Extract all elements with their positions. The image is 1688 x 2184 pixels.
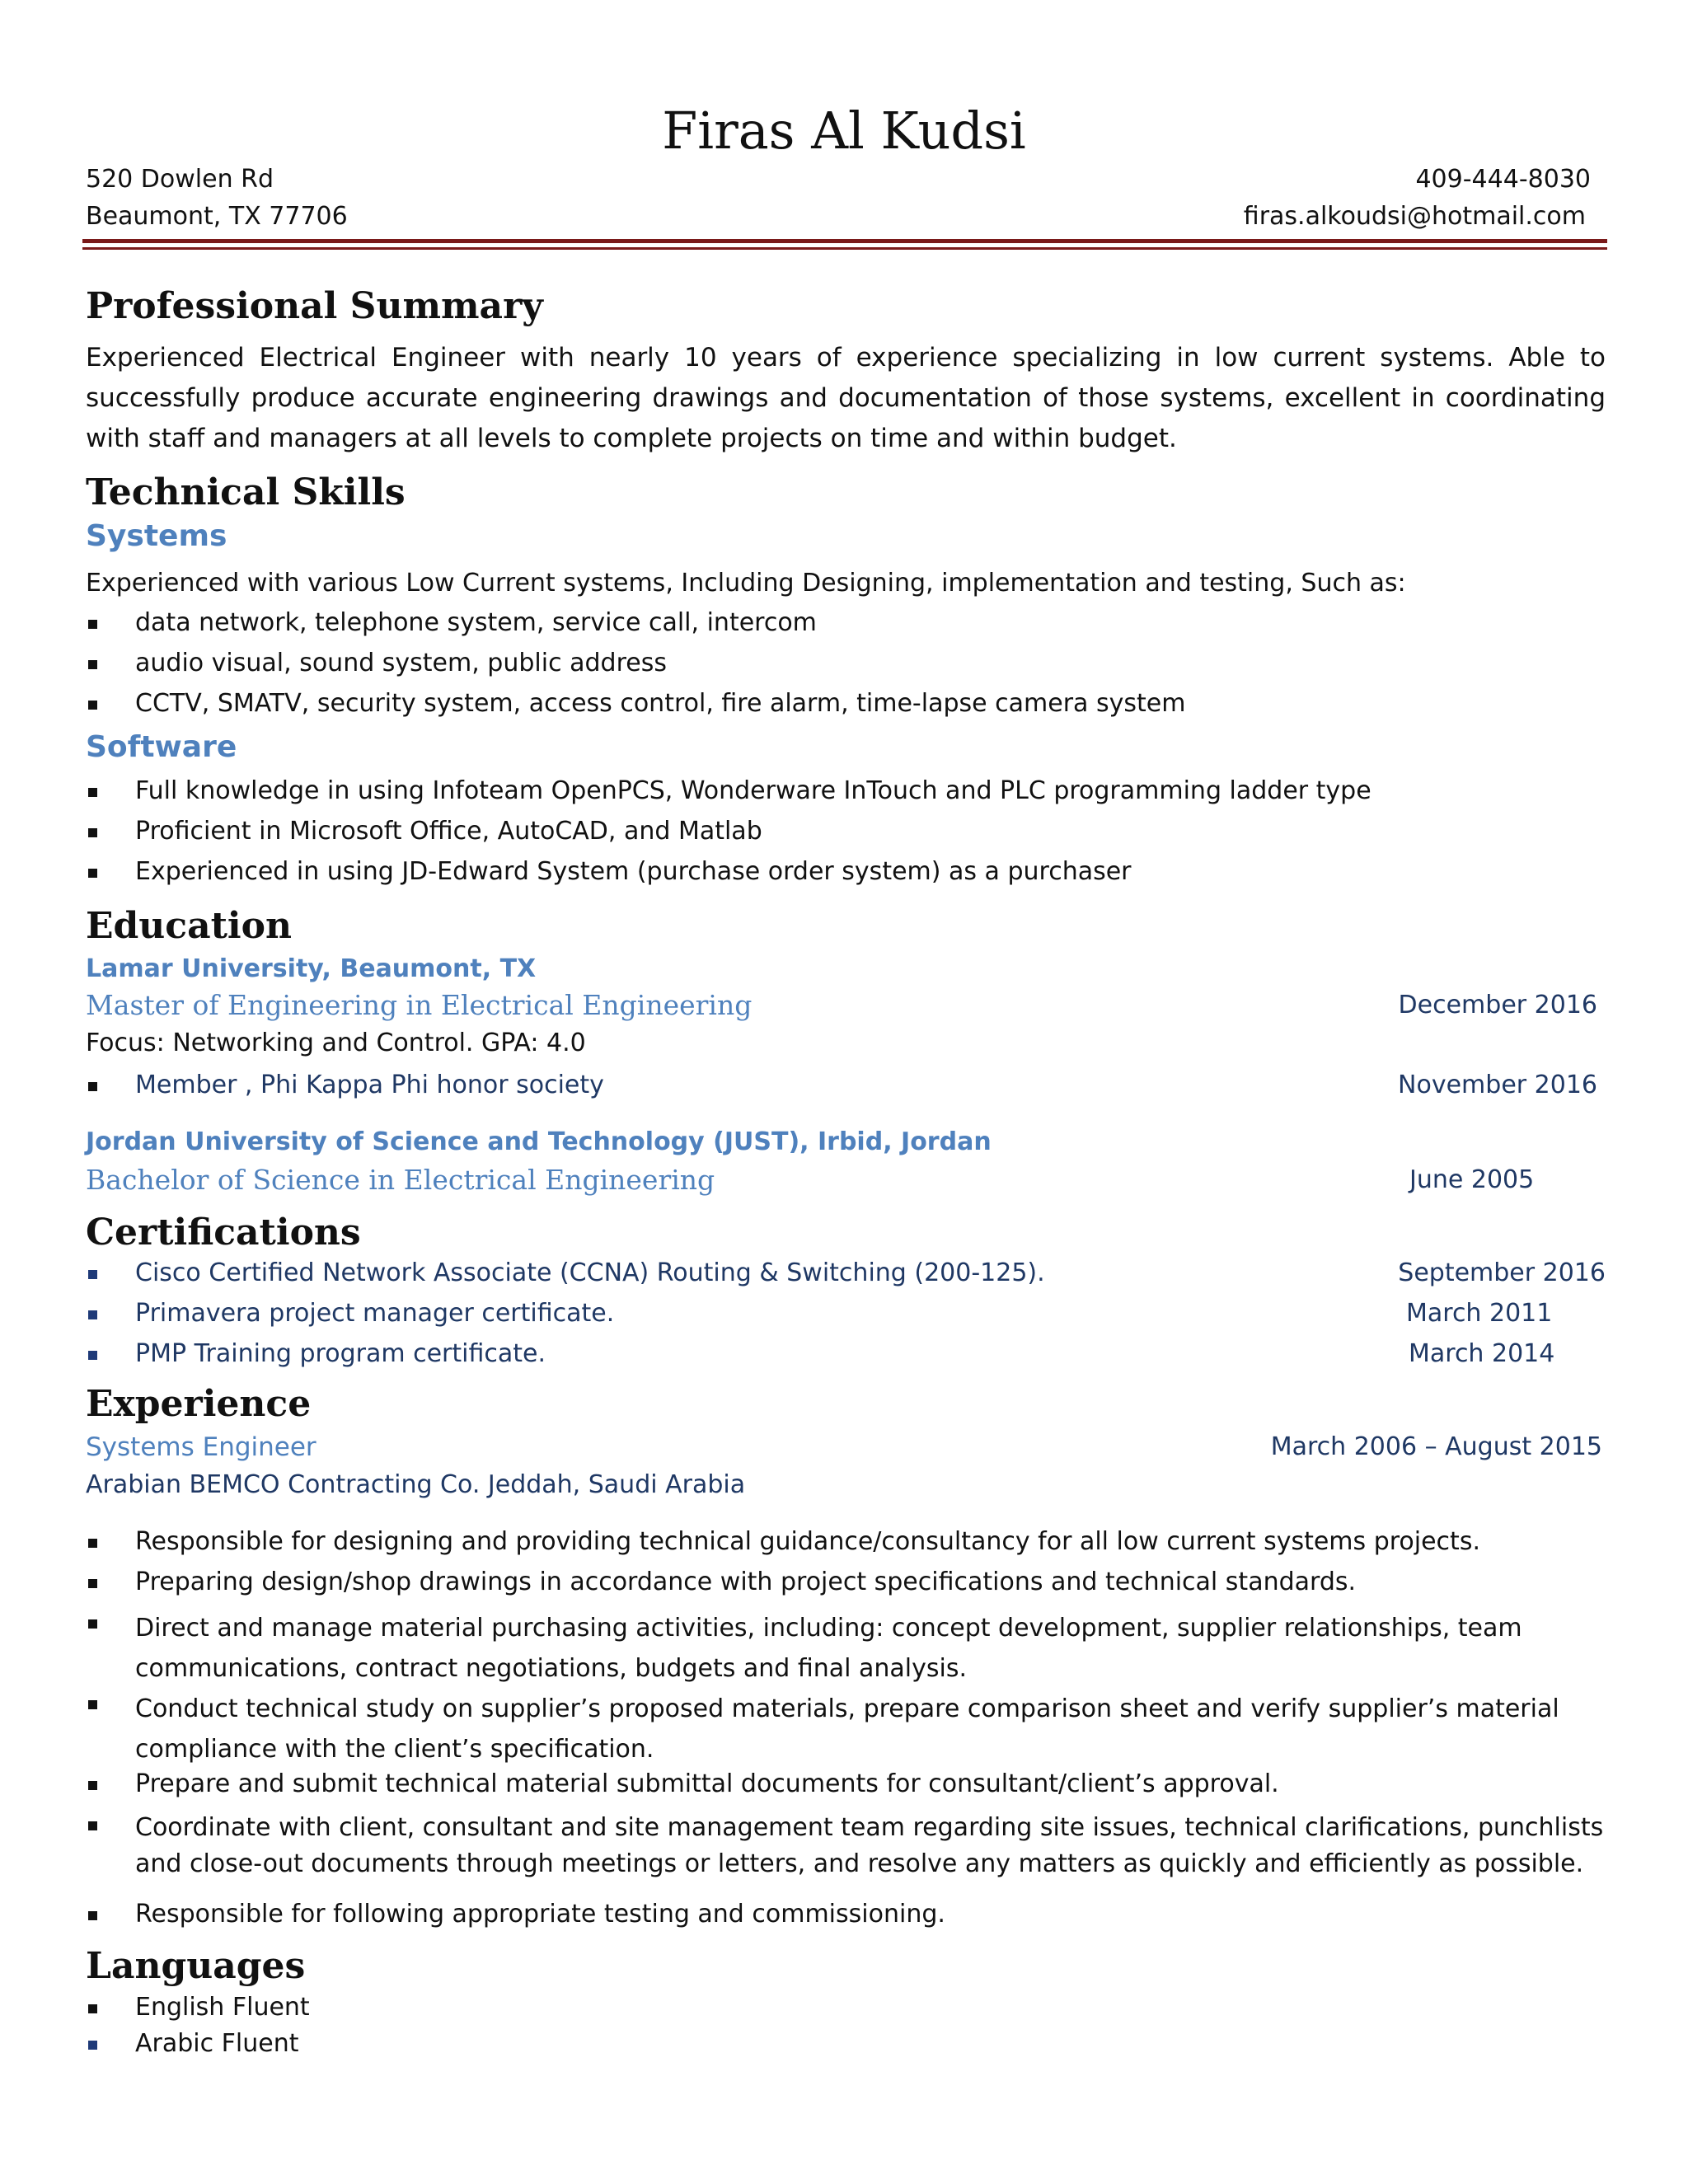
certification-date: March 2014 (1409, 1339, 1555, 1368)
software-item: Proficient in Microsoft Office, AutoCAD, and Matlab (135, 817, 762, 846)
certification-item: Primavera project manager certificate. (135, 1299, 615, 1328)
certification-item: Cisco Certified Network Associate (CCNA) Routing & Switching (200-125). (135, 1258, 1045, 1287)
candidate-name: Firas Al Kudsi (662, 101, 1026, 161)
email-address: firas.alkoudsi@hotmail.com (1243, 202, 1586, 231)
bullet-icon (88, 660, 97, 669)
degree-title: Master of Engineering in Electrical Engineering (86, 989, 753, 1021)
bullet-icon (88, 1270, 97, 1279)
company-name: Arabian BEMCO Contracting Co. Jeddah, Saudi Arabia (86, 1470, 746, 1499)
degree-date: December 2016 (1398, 991, 1597, 1019)
systems-item: CCTV, SMATV, security system, access control, fire alarm, time-lapse camera system (135, 689, 1186, 718)
honor-date: November 2016 (1398, 1071, 1597, 1099)
skills-heading: Technical Skills (86, 471, 406, 513)
certification-date: March 2011 (1406, 1299, 1553, 1328)
honor-society: Member , Phi Kappa Phi honor society (135, 1071, 604, 1099)
bullet-icon (88, 620, 97, 629)
certification-date: September 2016 (1398, 1258, 1606, 1287)
experience-heading: Experience (86, 1383, 312, 1425)
language-item: English Fluent (135, 1993, 310, 2022)
language-item: Arabic Fluent (135, 2029, 299, 2058)
summary-text: Experienced Electrical Engineer with nearly 10 years of experience specializing in low current systems. Able to successfully produce accurate engineering drawings and documentation of those systems, excellent in coordinating with staff and managers at all levels to complete projects on time and within budget. (86, 343, 1606, 453)
bullet-icon (88, 2041, 97, 2050)
bullet-icon (88, 1911, 97, 1920)
experience-item: Prepare and submit technical material submittal documents for consultant/client’s approval. (135, 1769, 1279, 1798)
bullet-icon (88, 869, 97, 878)
job-dates: March 2006 – August 2015 (1270, 1432, 1602, 1461)
bullet-icon (88, 1821, 97, 1830)
bullet-icon (88, 701, 97, 710)
bullet-icon (88, 1310, 97, 1319)
bullet-icon (88, 1619, 97, 1629)
address-line-1: 520 Dowlen Rd (86, 165, 274, 194)
experience-item: Preparing design/shop drawings in accordance with project specifications and technical standards. (135, 1568, 1357, 1596)
education-heading: Education (86, 905, 292, 947)
experience-item: Coordinate with client, consultant and site management team regarding site issues, technical clarifications, punchlists and close-out documents through meetings or letters, and resolve any matters as quickly and efficiently as possible. (135, 1813, 1604, 1878)
certification-item: PMP Training program certificate. (135, 1339, 546, 1368)
summary-heading: Professional Summary (86, 285, 543, 327)
certifications-heading: Certifications (86, 1212, 361, 1254)
bullet-icon (88, 1579, 97, 1588)
job-title: Systems Engineer (86, 1432, 316, 1462)
degree-focus: Focus: Networking and Control. GPA: 4.0 (86, 1029, 586, 1057)
school-name: Jordan University of Science and Technology (JUST), Irbid, Jordan (86, 1127, 992, 1156)
header-divider (82, 239, 1607, 243)
bullet-icon (88, 1539, 97, 1548)
systems-item: audio visual, sound system, public address (135, 649, 667, 677)
bullet-icon (88, 1781, 97, 1790)
bullet-icon (88, 1082, 97, 1091)
degree-title: Bachelor of Science in Electrical Engineering (86, 1164, 715, 1196)
bullet-icon (88, 1700, 97, 1709)
bullet-icon (88, 2004, 97, 2013)
software-subheading: Software (86, 730, 237, 764)
systems-intro: Experienced with various Low Current systems, Including Designing, implementation and testing, Such as: (86, 569, 1406, 598)
experience-item: Responsible for following appropriate testing and commissioning. (135, 1900, 945, 1929)
experience-item: Conduct technical study on supplier’s proposed materials, prepare comparison sheet and verify supplier’s material compliance with the client’s specification. (135, 1694, 1559, 1764)
experience-item: Responsible for designing and providing technical guidance/consultancy for all low current systems projects. (135, 1527, 1480, 1556)
bullet-icon (88, 828, 97, 837)
phone-number: 409-444-8030 (1415, 165, 1591, 194)
header-divider-thin (82, 247, 1607, 250)
bullet-icon (88, 1351, 97, 1360)
software-item: Experienced in using JD-Edward System (purchase order system) as a purchaser (135, 857, 1132, 886)
degree-date: June 2005 (1409, 1165, 1535, 1194)
experience-item: Direct and manage material purchasing activities, including: concept development, supplier relationships, team communications, contract negotiations, budgets and final analysis. (135, 1614, 1522, 1683)
systems-subheading: Systems (86, 519, 227, 553)
school-name: Lamar University, Beaumont, TX (86, 954, 537, 983)
languages-heading: Languages (86, 1945, 306, 1987)
software-item: Full knowledge in using Infoteam OpenPCS, Wonderware InTouch and PLC programming ladder type (135, 776, 1372, 805)
bullet-icon (88, 788, 97, 797)
systems-item: data network, telephone system, service call, intercom (135, 608, 817, 637)
address-line-2: Beaumont, TX 77706 (86, 202, 348, 231)
